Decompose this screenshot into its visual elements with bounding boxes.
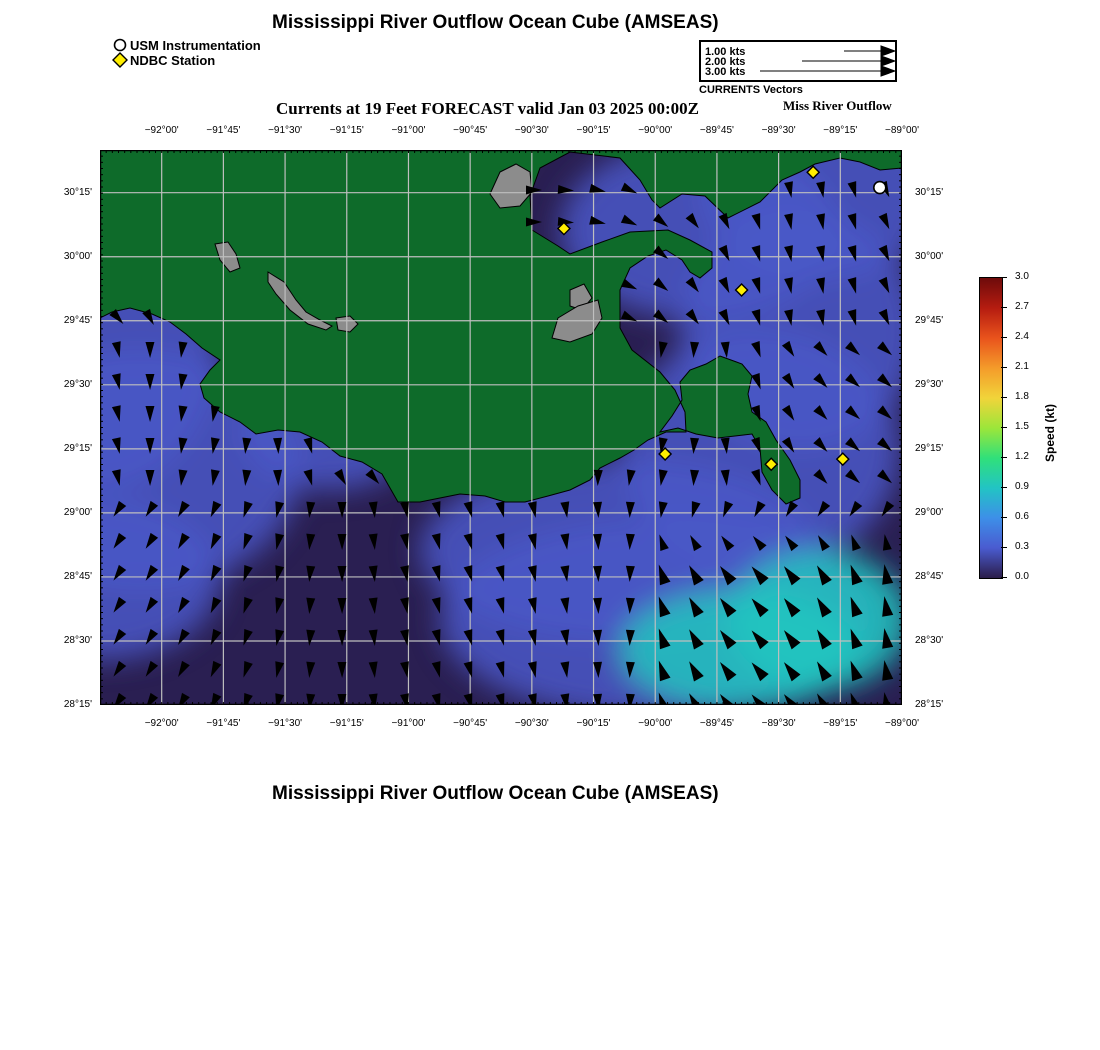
y-tick-label: 28°45' [63,570,92,582]
y-tick-label: 29°45' [915,314,944,326]
colorbar-tick-label: 2.1 [1015,361,1029,372]
x-tick-label: −91°00' [391,125,426,136]
y-tick-label: 29°15' [63,442,92,454]
x-tick-label: −91°45' [206,718,241,729]
vector-legend-arrows [701,42,895,80]
y-tick-label: 29°45' [63,314,92,326]
y-tick-label: 29°30' [915,378,944,390]
x-tick-label: −90°15' [576,718,611,729]
x-tick-label: −89°30' [761,125,796,136]
y-tick-label: 30°15' [915,186,944,198]
colorbar-tick-label: 1.2 [1015,451,1029,462]
x-tick-label: −89°15' [823,718,858,729]
colorbar-tick-mark [1001,307,1007,308]
x-tick-label: −89°15' [823,125,858,136]
vector-legend-3: 3.00 kts [705,66,746,78]
ndbc-legend-label: NDBC Station [130,53,216,68]
y-tick-label: 28°15' [915,699,944,710]
colorbar-tick-label: 0.6 [1015,511,1029,522]
colorbar-tick-mark [1001,577,1007,578]
map-subtitle: Currents at 19 Feet FORECAST valid Jan 03 2025 00:00Z [276,99,699,118]
colorbar-tick-mark [1001,457,1007,458]
usm-marker-icon [113,38,127,52]
x-tick-label: −90°15' [576,125,611,136]
colorbar-tick-mark [1001,367,1007,368]
x-tick-label: −91°30' [268,718,303,729]
colorbar-tick-label: 2.7 [1015,301,1029,312]
y-tick-label: 28°45' [915,570,944,582]
bottom-title: Mississippi River Outflow Ocean Cube (AMSEAS) [272,783,719,804]
x-tick-label: −91°30' [268,125,303,136]
x-tick-label: −89°00' [885,718,919,729]
usm-station-icon [874,182,886,194]
x-tick-label: −92°00' [144,125,179,136]
y-tick-label: 29°30' [63,378,92,390]
colorbar-tick-mark [1001,277,1007,278]
y-tick-label: 30°00' [915,250,944,262]
vector-legend-2: 2.00 kts [705,56,746,68]
y-tick-label: 28°15' [63,699,92,710]
colorbar-tick-mark [1001,337,1007,338]
vector-legend-1: 1.00 kts [705,46,746,58]
colorbar-tick-label: 0.0 [1015,571,1029,582]
x-tick-label: −91°15' [329,718,364,729]
x-tick-label: −90°45' [453,718,488,729]
x-tick-label: −89°30' [761,718,796,729]
vector-legend-box [699,40,897,82]
x-tick-label: −89°45' [699,718,734,729]
colorbar-tick-label: 0.3 [1015,541,1029,552]
vector-legend-caption: CURRENTS Vectors [699,84,803,96]
y-tick-label: 29°15' [915,442,944,454]
x-tick-label: −89°00' [885,125,919,136]
x-tick-label: −90°45' [453,125,488,136]
colorbar-gradient [980,278,1002,578]
x-tick-label: −91°00' [391,718,426,729]
x-tick-label: −90°30' [514,125,549,136]
colorbar-tick-mark [1001,517,1007,518]
colorbar-tick-mark [1001,487,1007,488]
currents-map [100,150,902,705]
y-tick-label: 29°00' [915,506,944,518]
y-tick-label: 28°30' [915,634,944,646]
x-tick-label: −90°00' [638,125,673,136]
colorbar-tick-label: 1.8 [1015,391,1029,402]
y-tick-label: 29°00' [63,506,92,518]
y-tick-label: 30°00' [63,250,92,262]
colorbar-tick-label: 3.0 [1015,271,1029,282]
region-label: Miss River Outflow [783,98,892,113]
colorbar-tick-mark [1001,397,1007,398]
speed-colorbar [979,277,1003,579]
x-tick-label: −89°45' [699,125,734,136]
main-title: Mississippi River Outflow Ocean Cube (AMSEAS) [272,12,719,33]
colorbar-tick-label: 1.5 [1015,421,1029,432]
colorbar-label: Speed (kt) [1043,403,1057,462]
map-canvas [100,150,902,705]
colorbar-tick-mark [1001,547,1007,548]
usm-legend-label: USM Instrumentation [130,38,261,53]
x-tick-label: −91°15' [329,125,364,136]
colorbar-tick-mark [1001,427,1007,428]
colorbar-tick-label: 2.4 [1015,331,1029,342]
x-tick-label: −91°45' [206,125,241,136]
x-tick-label: −90°00' [638,718,673,729]
ndbc-marker-icon [112,52,128,68]
x-tick-label: −92°00' [144,718,179,729]
y-tick-label: 28°30' [63,634,92,646]
colorbar-tick-label: 0.9 [1015,481,1029,492]
x-tick-label: −90°30' [514,718,549,729]
y-tick-label: 30°15' [63,186,92,198]
